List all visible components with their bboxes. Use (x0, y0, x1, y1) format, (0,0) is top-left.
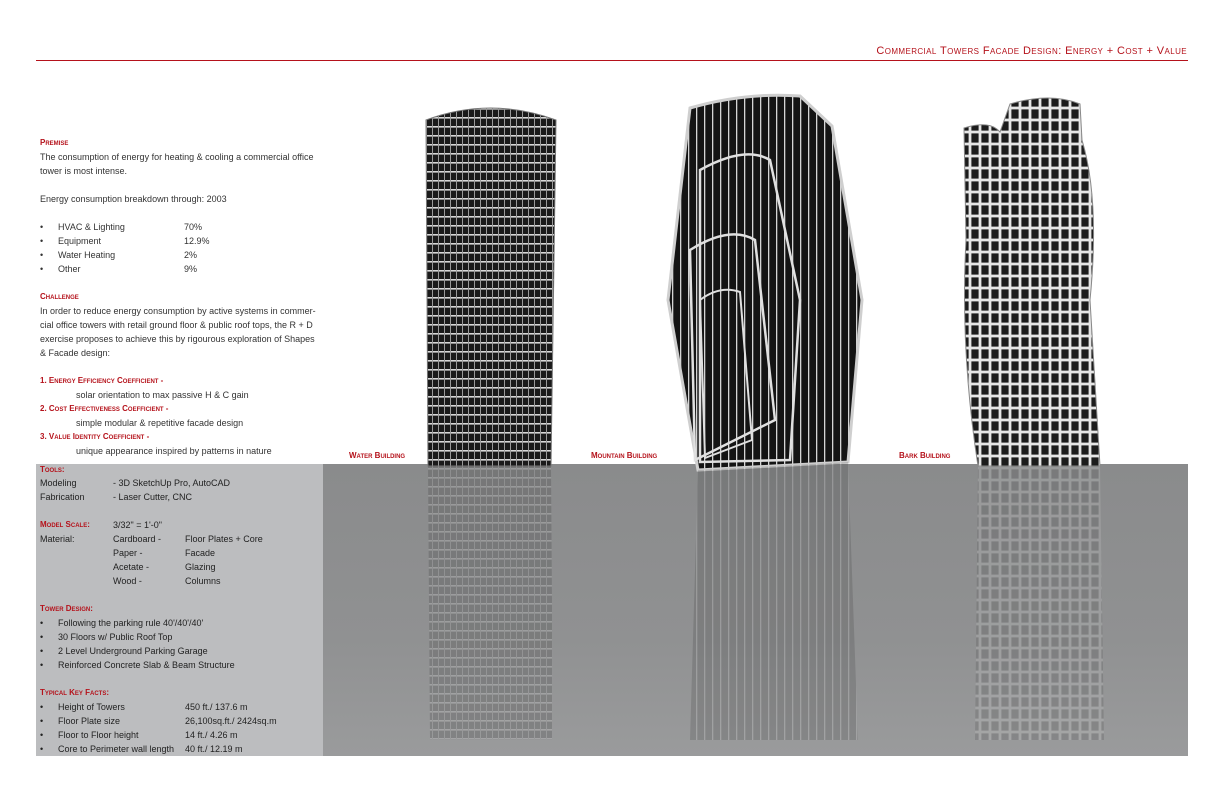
key-fact-label: Core to Perimeter wall length (58, 744, 175, 754)
challenge-line-4: & Facade design: (40, 348, 111, 358)
coefficient-title: 3. Value Identity Coefficient - (40, 432, 150, 441)
model-scale-heading: Model Scale: (40, 520, 90, 529)
coefficient-desc: unique appearance inspired by patterns in nature (76, 446, 272, 456)
key-fact-value: 26,100sq.ft./ 2424sq.m (185, 716, 277, 726)
breakdown-value: 70% (184, 222, 203, 232)
material-use: Facade (185, 548, 216, 558)
tower-design-item: 2 Level Underground Parking Garage (58, 646, 208, 656)
bullet-icon: • (40, 222, 44, 232)
coefficient-title: 2. Cost Effectiveness Coefficient - (40, 404, 169, 413)
tools-label: Modeling (40, 478, 77, 488)
bullet-icon: • (40, 730, 44, 740)
material-name: Cardboard - (113, 534, 162, 544)
challenge-line-3: exercise proposes to achieve this by rigourous exploration of Shapes (40, 334, 315, 344)
material-label: Material: (40, 534, 75, 544)
premise-line-1: The consumption of energy for heating & cooling a commercial office (40, 152, 314, 162)
key-facts-heading: Typical Key Facts: (40, 688, 109, 697)
bullet-icon: • (40, 250, 44, 260)
tools-heading: Tools: (40, 465, 65, 474)
material-use: Floor Plates + Core (185, 534, 263, 544)
material-name: Wood - (113, 576, 142, 586)
key-fact-label: Floor Plate size (58, 716, 121, 726)
bullet-icon: • (40, 264, 44, 274)
mountain-building-model (668, 95, 862, 740)
mountain-building-label: Mountain Building (591, 451, 658, 460)
challenge-line-2: cial office towers with retail ground floor & public roof tops, the R + D (40, 320, 313, 330)
bark-building-model (964, 98, 1104, 740)
challenge-line-1: In order to reduce energy consumption by active systems in commer- (40, 306, 316, 316)
bullet-icon: • (40, 702, 44, 712)
premise-heading: Premise (40, 138, 69, 147)
breakdown-label: Equipment (58, 236, 102, 246)
premise-line-2: tower is most intense. (40, 166, 128, 176)
tower-design-item: 30 Floors w/ Public Roof Top (58, 632, 173, 642)
tower-design-item: Reinforced Concrete Slab & Beam Structure (58, 660, 235, 670)
breakdown-label: Water Heating (58, 250, 116, 260)
coefficient-title: 1. Energy Efficiency Coefficient - (40, 376, 164, 385)
bullet-icon: • (40, 646, 44, 656)
water-building-label: Water Building (349, 451, 406, 460)
bullet-icon: • (40, 660, 44, 670)
material-name: Acetate - (113, 562, 150, 572)
page-title: Commercial Towers Facade Design: Energy + Cost + Value (876, 45, 1187, 57)
bullet-icon: • (40, 716, 44, 726)
coefficient-desc: solar orientation to max passive H & C gain (76, 390, 249, 400)
tools-label: Fabrication (40, 492, 85, 502)
material-use: Columns (185, 576, 221, 586)
breakdown-value: 9% (184, 264, 198, 274)
breakdown-value: 2% (184, 250, 198, 260)
tower-design-item: Following the parking rule 40'/40'/40' (58, 618, 204, 628)
bark-building-label: Bark Building (899, 451, 951, 460)
breakdown-value: 12.9% (184, 236, 210, 246)
tools-value: - 3D SketchUp Pro, AutoCAD (113, 478, 231, 488)
model-scale-value: 3/32" = 1'-0" (113, 520, 162, 530)
bullet-icon: • (40, 236, 44, 246)
breakdown-label: Other (58, 264, 81, 274)
breakdown-intro: Energy consumption breakdown through: 2003 (40, 194, 227, 204)
material-use: Glazing (185, 562, 216, 572)
material-name: Paper - (113, 548, 143, 558)
key-fact-value: 40 ft./ 12.19 m (185, 744, 243, 754)
bullet-icon: • (40, 632, 44, 642)
challenge-heading: Challenge (40, 292, 79, 301)
key-fact-value: 450 ft./ 137.6 m (185, 702, 248, 712)
tools-value: - Laser Cutter, CNC (113, 492, 193, 502)
bullet-icon: • (40, 744, 44, 754)
tower-design-heading: Tower Design: (40, 604, 93, 613)
key-fact-label: Height of Towers (58, 702, 125, 712)
coefficient-desc: simple modular & repetitive facade design (76, 418, 244, 428)
key-fact-value: 14 ft./ 4.26 m (185, 730, 238, 740)
bullet-icon: • (40, 618, 44, 628)
breakdown-label: HVAC & Lighting (58, 222, 125, 232)
water-building-model (426, 108, 556, 740)
key-fact-label: Floor to Floor height (58, 730, 139, 740)
